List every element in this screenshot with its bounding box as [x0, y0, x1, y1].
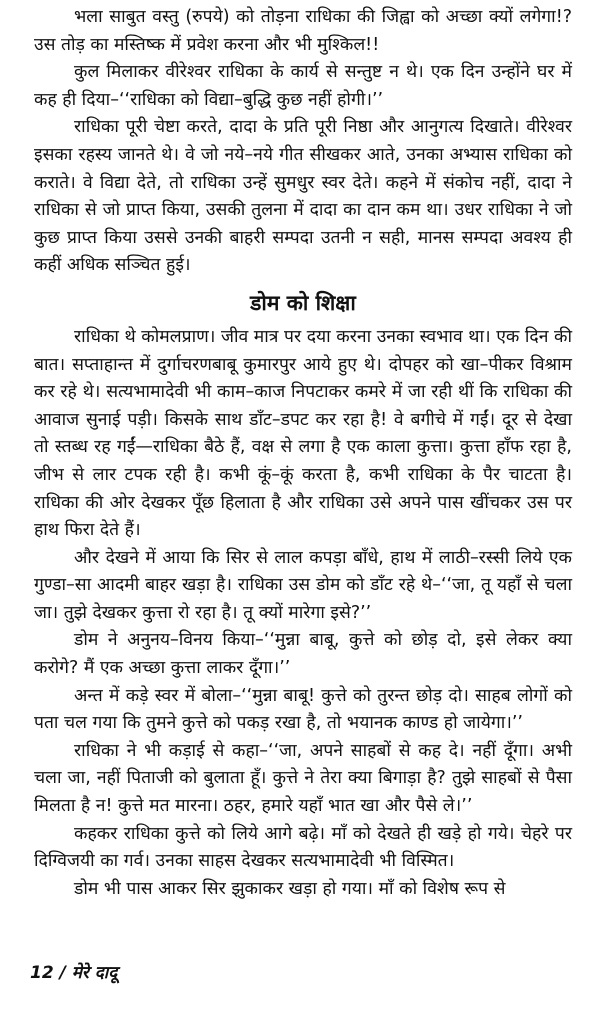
page-body — [34, 4, 572, 903]
paragraph: कहकर राधिका कुत्ते को लिये आगे बढ़े। माँ को देखते ही खड़े हो गये। चेहरे पर दिग्विजयी का गर्व। उनका साहस देखकर सत्यभामादेवी भी विस्मित। — [34, 823, 572, 872]
book-title: मेरे दादू — [71, 963, 118, 983]
paragraph: डोम ने अनुनय–विनय किया–‘‘मुन्ना बाबू, कुत्ते को छोड़ दो, इसे लेकर क्या करोगे? मैं एक अच्छा कुत्ता लाकर दूँगा।’’ — [34, 630, 572, 679]
footer-separator: / — [59, 963, 66, 983]
paragraph: और देखने में आया कि सिर से लाल कपड़ा बाँधे, हाथ में लाठी–रस्सी लिये एक गुण्डा–सा आदमी बाहर खड़ा है। राधिका उस डोम को डाँट रहे थे–‘‘जा, तू यहाँ से चला जा। तुझे देखकर कुत्ता रो रहा है। तू क्यों मारेगा इसे?’’ — [34, 547, 572, 623]
paragraph: राधिका थे कोमलप्राण। जीव मात्र पर दया करना उनका स्वभाव था। एक दिन की बात। सप्ताहान्त में दुर्गाचरणबाबू कुमारपुर आये हुए थे। दोपहर को खा–पीकर विश्राम कर रहे थे। सत्यभामादेवी भी काम–काज निपटाकर कमरे में जा रही थीं कि राधिका की आवाज सुनाई पड़ी। किसके साथ डाँट–डपट कर रहा है! वे बगीचे में गईं। दूर से देखा तो स्तब्ध रह गईं—राधिका बैठे हैं, वक्ष से लगा है एक काला कुत्ता। कुत्ता हाँफ रहा है, जीभ से लार टपक रही है। कभी कूं–कूं करता है, कभी राधिका के पैर चाटता है। राधिका की ओर देखकर पूँछ हिलाता है और राधिका उसे अपने पास खींचकर उस पर हाथ फिरा देते हैं। — [34, 326, 572, 541]
page-number: 12 — [30, 963, 54, 983]
paragraph: राधिका ने भी कड़ाई से कहा–‘‘जा, अपने साहबों से कह दे। नहीं दूँगा। अभी चला जा, नहीं पिताजी को बुलाता हूँ। कुत्ते ने तेरा क्या बिगाड़ा है? तुझे साहबों से पैसा मिलता है न! कुत्ते मत मारना। ठहर, हमारे यहाँ भात खा और पैसे ले।’’ — [34, 740, 572, 817]
paragraph: अन्त में कड़े स्वर में बोला–‘‘मुन्ना बाबू! कुत्ते को तुरन्त छोड़ दो। साहब लोगों को पता चल गया कि तुमने कुत्ते को पकड़ रखा है, तो भयानक काण्ड हो जायेगा।’’ — [34, 685, 572, 734]
page-footer — [30, 960, 117, 983]
paragraph: राधिका पूरी चेष्टा करते, दादा के प्रति पूरी निष्ठा और आनुगत्य दिखाते। वीरेश्वर इसका रहस्य जानते थे। वे जो नये–नये गीत सीखकर आते, उनका अभ्यास राधिका को कराते। वे विद्या देते, तो राधिका उन्हें सुमधुर स्वर देते। कहने में संकोच नहीं, दादा ने राधिका से जो प्राप्त किया, उसकी तुलना में दादा का दान कम था। उधर राधिका ने जो कुछ प्राप्त किया उससे उनकी बाहरी सम्पदा उतनी न सही, मानस सम्पदा अवश्य ही कहीं अधिक सञ्चित हुई। — [34, 117, 572, 276]
paragraph: भला साबुत वस्तु (रुपये) को तोड़ना राधिका की जिह्वा को अच्छा क्यों लगेगा!? उस तोड़ का मस्तिष्क में प्रवेश करना और भी मुश्किल!! — [34, 7, 572, 55]
section-heading: डोम को शिक्षा — [250, 290, 356, 315]
paragraph: कुल मिलाकर वीरेश्वर राधिका के कार्य से सन्तुष्ट न थे। एक दिन उन्होंने घर में कह ही दिया–‘‘राधिका को विद्या–बुद्धि कुछ नहीं होगी।’’ — [34, 62, 572, 110]
paragraph: डोम भी पास आकर सिर झुकाकर खड़ा हो गया। माँ को विशेष रूप से — [74, 878, 506, 899]
